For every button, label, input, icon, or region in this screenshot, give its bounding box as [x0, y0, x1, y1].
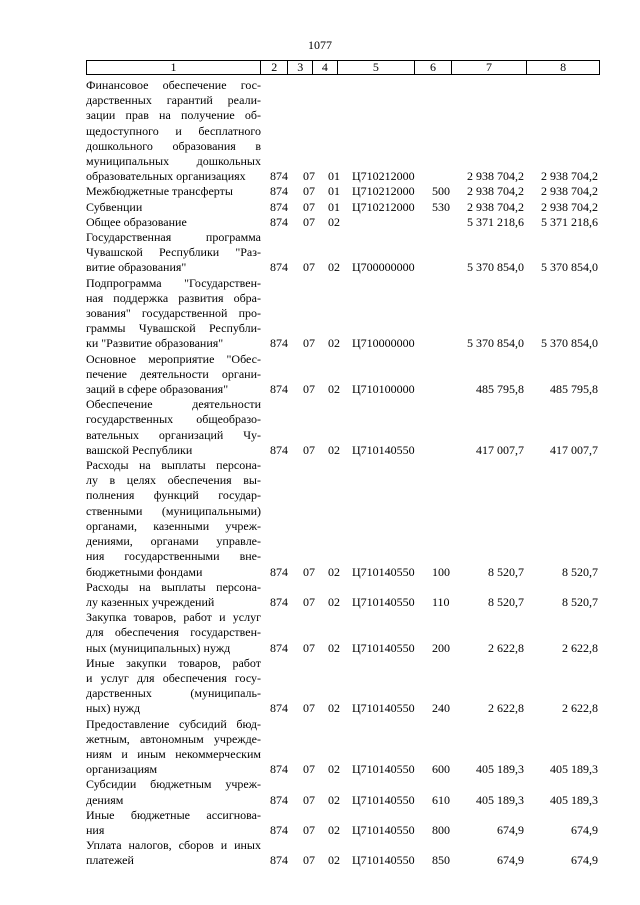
row-name	[86, 200, 261, 215]
table-row	[86, 276, 600, 352]
expense-type-code: 100	[432, 564, 450, 579]
target-code: Ц710212000	[352, 169, 415, 184]
admin-code: 874	[270, 199, 288, 214]
section-code: 07	[303, 184, 315, 199]
subsection-code: 02	[328, 382, 340, 397]
amount-2024: 5 370 854,0	[541, 336, 598, 351]
section-code: 07	[303, 169, 315, 184]
expense-type-code: 240	[432, 701, 450, 716]
row-name-line: Иные закупки товаров, работ	[86, 655, 261, 670]
row-name-line: Иные бюджетные ассигнова-	[86, 807, 261, 822]
section-code: 07	[303, 594, 315, 609]
amount-2024: 674,9	[571, 853, 598, 868]
row-name-line: Подпрограмма "Государствен-	[86, 275, 261, 290]
table-row	[86, 838, 600, 868]
row-name-line: дениям	[86, 792, 124, 807]
section-code: 07	[303, 640, 315, 655]
row-name	[86, 352, 261, 398]
amount-2023: 5 371 218,6	[467, 214, 524, 229]
row-name-line: граммы Чувашской Республи-	[86, 321, 261, 336]
section-code: 07	[303, 822, 315, 837]
amount-2023: 2 938 704,2	[467, 199, 524, 214]
row-name	[86, 458, 261, 580]
table-row	[86, 580, 600, 610]
amount-2023: 2 622,8	[488, 640, 524, 655]
header-col-2: 2	[261, 61, 289, 74]
header-col-4: 4	[313, 61, 338, 74]
admin-code: 874	[270, 762, 288, 777]
table-row	[86, 458, 600, 580]
section-code: 07	[303, 853, 315, 868]
row-name-line: зования" государственной про-	[86, 306, 261, 321]
subsection-code: 02	[328, 853, 340, 868]
header-col-1: 1	[87, 61, 261, 74]
admin-code: 874	[270, 260, 288, 275]
page-number: 1077	[308, 38, 332, 52]
row-name-line: лу в целях обеспечения вы-	[86, 473, 261, 488]
row-name-line: ная поддержка развития обра-	[86, 290, 261, 305]
amount-2023: 5 370 854,0	[467, 260, 524, 275]
admin-code: 874	[270, 822, 288, 837]
subsection-code: 02	[328, 564, 340, 579]
amount-2023: 2 938 704,2	[467, 169, 524, 184]
amount-2024: 2 938 704,2	[541, 199, 598, 214]
table-row	[86, 200, 600, 215]
row-name	[86, 230, 261, 276]
expense-type-code: 200	[432, 640, 450, 655]
row-name-line: ния	[86, 822, 105, 837]
row-name-line: платежей	[86, 853, 134, 868]
table-header	[86, 60, 600, 75]
table-row	[86, 610, 600, 656]
amount-2023: 8 520,7	[488, 594, 524, 609]
target-code: Ц710212000	[352, 184, 415, 199]
section-code: 07	[303, 442, 315, 457]
row-name-line: для обеспечения государствен-	[86, 625, 261, 640]
target-code: Ц710140550	[352, 564, 415, 579]
target-code: Ц710140550	[352, 701, 415, 716]
admin-code: 874	[270, 184, 288, 199]
row-name	[86, 838, 261, 868]
target-code: Ц710140550	[352, 442, 415, 457]
amount-2023: 485 795,8	[476, 382, 524, 397]
table-row	[86, 808, 600, 838]
row-name	[86, 184, 261, 199]
header-col-5: 5	[338, 61, 416, 74]
section-code: 07	[303, 199, 315, 214]
section-code: 07	[303, 701, 315, 716]
row-name-line: щедоступного и бесплатного	[86, 123, 261, 138]
row-name-line: дошкольного образования в	[86, 138, 261, 153]
target-code: Ц700000000	[352, 260, 415, 275]
subsection-code: 02	[328, 214, 340, 229]
row-name-line: органами, казенными учреж-	[86, 518, 261, 533]
row-name-line: витие образования"	[86, 260, 187, 275]
header-col-3: 3	[288, 61, 313, 74]
row-name-line: лу казенных учреждений	[86, 594, 215, 609]
subsection-code: 01	[328, 199, 340, 214]
amount-2024: 405 189,3	[550, 762, 598, 777]
row-name-line: Межбюджетные трансферты	[86, 184, 233, 199]
table-row	[86, 352, 600, 398]
amount-2024: 485 795,8	[550, 382, 598, 397]
row-name-line: печение деятельности органи-	[86, 366, 261, 381]
section-code: 07	[303, 762, 315, 777]
row-name-line: муниципальных дошкольных	[86, 154, 261, 169]
subsection-code: 02	[328, 336, 340, 351]
row-name-line: Расходы на выплаты персона-	[86, 458, 261, 473]
table-row	[86, 656, 600, 717]
target-code: Ц710140550	[352, 792, 415, 807]
row-name-line: ных (муниципальных) нужд	[86, 640, 231, 655]
amount-2024: 405 189,3	[550, 792, 598, 807]
table-row	[86, 230, 600, 276]
amount-2024: 2 938 704,2	[541, 184, 598, 199]
expense-type-code: 800	[432, 822, 450, 837]
row-name-line: Основное мероприятие "Обес-	[86, 351, 261, 366]
row-name-line: образовательных организациях	[86, 169, 246, 184]
row-name-line: Чувашской Республики "Раз-	[86, 245, 261, 260]
header-col-7: 7	[452, 61, 528, 74]
expense-type-code: 610	[432, 792, 450, 807]
subsection-code: 02	[328, 701, 340, 716]
row-name-line: организациям	[86, 762, 158, 777]
row-name-line: вательных организаций Чу-	[86, 427, 261, 442]
amount-2023: 405 189,3	[476, 762, 524, 777]
amount-2024: 417 007,7	[550, 442, 598, 457]
row-name-line: жетным, автономным учрежде-	[86, 731, 261, 746]
amount-2023: 2 622,8	[488, 701, 524, 716]
row-name-line: Обеспечение деятельности	[86, 397, 261, 412]
amount-2023: 674,9	[497, 853, 524, 868]
amount-2024: 2 622,8	[562, 640, 598, 655]
expense-type-code: 500	[432, 184, 450, 199]
amount-2024: 8 520,7	[562, 594, 598, 609]
row-name-line: ных) нужд	[86, 701, 141, 716]
row-name-line: и услуг для обеспечения госу-	[86, 670, 261, 685]
amount-2024: 2 938 704,2	[541, 169, 598, 184]
row-name-line: полнения функций государ-	[86, 488, 261, 503]
section-code: 07	[303, 260, 315, 275]
subsection-code: 02	[328, 442, 340, 457]
subsection-code: 01	[328, 169, 340, 184]
section-code: 07	[303, 564, 315, 579]
table-row	[86, 215, 600, 230]
row-name-line: Предоставление субсидий бюд-	[86, 716, 261, 731]
row-name	[86, 717, 261, 778]
subsection-code: 02	[328, 822, 340, 837]
row-name-line: ния государственными вне-	[86, 549, 261, 564]
row-name-line: ки "Развитие образования"	[86, 336, 224, 351]
amount-2024: 674,9	[571, 822, 598, 837]
amount-2023: 405 189,3	[476, 792, 524, 807]
admin-code: 874	[270, 792, 288, 807]
table-body	[86, 78, 600, 869]
row-name-line: заций в сфере образования"	[86, 382, 229, 397]
table-row	[86, 78, 600, 184]
row-name-line: дениями, органами управле-	[86, 534, 261, 549]
header-col-8: 8	[560, 60, 567, 74]
target-code: Ц710140550	[352, 853, 415, 868]
admin-code: 874	[270, 594, 288, 609]
target-code: Ц710140550	[352, 762, 415, 777]
row-name-line: бюджетными фондами	[86, 564, 203, 579]
subsection-code: 02	[328, 640, 340, 655]
table-row	[86, 777, 600, 807]
target-code: Ц710140550	[352, 594, 415, 609]
row-name	[86, 808, 261, 838]
admin-code: 874	[270, 382, 288, 397]
admin-code: 874	[270, 214, 288, 229]
expense-type-code: 600	[432, 762, 450, 777]
row-name-line: Общее образование	[86, 214, 187, 229]
row-name-line: дарственных гарантий реали-	[86, 93, 261, 108]
amount-2023: 674,9	[497, 822, 524, 837]
row-name-line: дарственных (муниципаль-	[86, 686, 261, 701]
row-name	[86, 215, 261, 230]
subsection-code: 02	[328, 260, 340, 275]
admin-code: 874	[270, 442, 288, 457]
row-name-line: ниям и иным некоммерческим	[86, 746, 261, 761]
subsection-code: 01	[328, 184, 340, 199]
target-code: Ц710212000	[352, 199, 415, 214]
target-code: Ц710000000	[352, 336, 415, 351]
amount-2024: 8 520,7	[562, 564, 598, 579]
admin-code: 874	[270, 169, 288, 184]
admin-code: 874	[270, 564, 288, 579]
admin-code: 874	[270, 701, 288, 716]
amount-2024: 5 371 218,6	[541, 214, 598, 229]
row-name-line: вашской Республики	[86, 442, 193, 457]
admin-code: 874	[270, 640, 288, 655]
section-code: 07	[303, 382, 315, 397]
subsection-code: 02	[328, 792, 340, 807]
row-name-line: Государственная программа	[86, 230, 261, 245]
row-name	[86, 610, 261, 656]
target-code: Ц710140550	[352, 640, 415, 655]
row-name	[86, 656, 261, 717]
expense-type-code: 110	[432, 594, 450, 609]
row-name-line: ственными (муниципальными)	[86, 503, 261, 518]
table-row	[86, 397, 600, 458]
row-name-line: Субвенции	[86, 199, 143, 214]
row-name-line: Уплата налогов, сборов и иных	[86, 838, 261, 853]
target-code: Ц710100000	[352, 382, 415, 397]
amount-2024: 5 370 854,0	[541, 260, 598, 275]
row-name-line: Закупка товаров, работ и услуг	[86, 610, 261, 625]
amount-2023: 8 520,7	[488, 564, 524, 579]
target-code: Ц710140550	[352, 822, 415, 837]
expense-type-code: 850	[432, 853, 450, 868]
header-col-6: 6	[415, 61, 451, 74]
subsection-code: 02	[328, 594, 340, 609]
amount-2023: 2 938 704,2	[467, 184, 524, 199]
row-name	[86, 397, 261, 458]
row-name	[86, 276, 261, 352]
subsection-code: 02	[328, 762, 340, 777]
amount-2023: 5 370 854,0	[467, 336, 524, 351]
row-name-line: Субсидии бюджетным учреж-	[86, 777, 261, 792]
row-name	[86, 78, 261, 184]
row-name-line: зации прав на получение об-	[86, 108, 261, 123]
amount-2024: 2 622,8	[562, 701, 598, 716]
admin-code: 874	[270, 853, 288, 868]
row-name-line: Расходы на выплаты персона-	[86, 579, 261, 594]
section-code: 07	[303, 214, 315, 229]
table-row	[86, 184, 600, 199]
section-code: 07	[303, 336, 315, 351]
row-name	[86, 777, 261, 807]
amount-2023: 417 007,7	[476, 442, 524, 457]
row-name-line: Финансовое обеспечение гос-	[86, 78, 261, 92]
section-code: 07	[303, 792, 315, 807]
table-row	[86, 717, 600, 778]
expense-type-code: 530	[432, 199, 450, 214]
admin-code: 874	[270, 336, 288, 351]
row-name-line: государственных общеобразо-	[86, 412, 261, 427]
row-name	[86, 580, 261, 610]
